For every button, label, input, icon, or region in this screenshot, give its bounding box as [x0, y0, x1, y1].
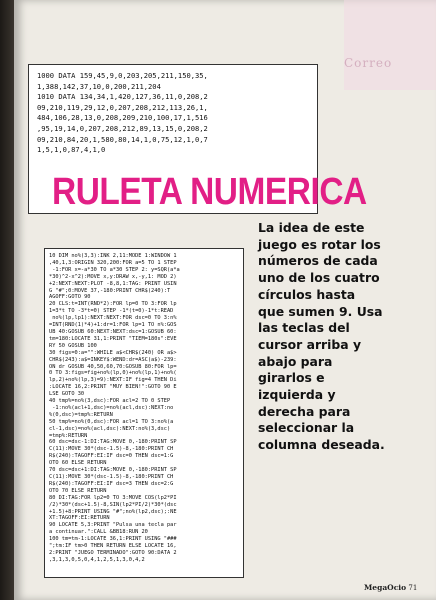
code-line: 100 tm=tm-1:LOCATE 36,1:PRINT USING "### [49, 536, 177, 543]
article-line: círculos hasta [258, 286, 356, 302]
article-line: que sumen 9. Usa [258, 303, 383, 319]
code-line: 10 DIM no%(3,3):INK 2,11:MODE 1:WINDOW 1 [49, 253, 177, 259]
article-line: La idea de este [258, 220, 365, 235]
code-line: lp,2)+no%(lp,3)=9):NEXT:IF fig=4 THEN Di [49, 377, 177, 384]
code-line: OTO 70 ELSE RETURN [49, 487, 107, 494]
magazine-name: MegaOcio [364, 583, 407, 592]
code-line: =INT(RND(1)*4)+1:dr=1:FOR lp=1 TO n%:GOS [49, 322, 177, 329]
code-line: 30 figs=0:a="":WHILE a$<CHR$(240) OR a$> [49, 349, 177, 356]
code-line: 484,106,28,13,0,208,209,210,100,17,1,516 [37, 113, 208, 123]
code-line: -1:FOR x=-a*30 TO a*30 STEP 2: y=SQR(a*a [49, 266, 180, 273]
bleed-through-text: Correo [344, 56, 393, 70]
code-line: tm=180:LOCATE 31,1:PRINT "TIEM=180s":EVE [49, 335, 177, 342]
code-line: R$(240):TAGOFF:EI:IF dsc=0 THEN dsc=1:G [49, 453, 174, 460]
code-line: 50 tmp%=no%(0,dsc):FOR acl=1 TO 3:no%(a [49, 418, 174, 425]
code-line: 2:PRINT "JUEGO TERMINADO":GOTO 90:DATA 2 [49, 549, 177, 556]
code-line: 09,210,84,20,1,580,80,14,1,0,75,12,1,0,7 [37, 134, 208, 144]
code-line: XT:TAGOFF:EI:RETURN [49, 515, 110, 522]
code-line: ON dr GOSUB 40,50,60,70:GOSUB 80:FOR lp= [49, 363, 177, 370]
code-line: a continuar.":CALL &BB18:RUN 20 [49, 529, 148, 536]
code-line: 80 DI:TAG:FOR lp2=0 TO 3:MOVE COS(lp2*PI [49, 494, 177, 501]
code-line: no%(lp,lp1):NEXT:NEXT:FOR dsc=0 TO 3:n% [49, 315, 177, 322]
article-line: derecha para [258, 403, 351, 419]
bleed-through-block [344, 0, 436, 90]
code-line: +2:NEXT:NEXT:PLOT -8,8,1:TAG: PRINT USIN [49, 280, 177, 287]
code-line: ";tm:IF tm>0 THEN RETURN ELSE LOCATE 16, [49, 543, 177, 550]
code-line: ,3,1,3,0,5,0,4,1,2,5,1,3,0,4,2 [49, 556, 145, 563]
code-line: C(11):MOVE 30*(dsc-1.5)-8,-180:PRINT CH [49, 474, 174, 480]
code-line: C(11):MOVE 30*(dsc-1.5)-8,-180:PRINT CH [49, 446, 174, 453]
page-number: 71 [408, 584, 418, 592]
code-line: 60 dsc=dsc-1:DI:TAG:MOVE 0,-180:PRINT SP [49, 439, 177, 446]
code-line: G "#";0:MOVE 37,-180:PRINT CHR$(240):T [49, 287, 171, 294]
article-line: seleccionar la [258, 420, 355, 436]
article-line: juego es rotar los [258, 236, 381, 252]
code-line: R$(240):TAGOFF:EI:IF dsc=3 THEN dsc=2:G [49, 480, 174, 487]
code-line: 70 dsc=dsc+1:DI:TAG:MOVE 0,-180:PRINT SP [49, 467, 177, 474]
code-line: /2)*30*(dsc+1.5)-8,SIN(lp2*PI/2)*30*(dsc [49, 501, 177, 508]
article-line: las teclas del [258, 320, 350, 336]
code-line: cl-1,dsc)=no%(acl,dsc):NEXT:no%(3,dsc) [49, 425, 171, 432]
code-line: ,95,19,14,0,207,208,212,89,13,15,0,208,2 [37, 123, 208, 133]
code-line: OTO 60 ELSE RETURN [49, 460, 107, 467]
code-line: 1=3*t TO -3*t=0) STEP -1*(t=0)-1*t:READ [49, 308, 174, 315]
code-line: *30)^2-x^2):MOVE x,y:DRAW x,-y,1: MOD 2) [49, 273, 177, 280]
article-line: números de cada [258, 253, 378, 269]
page-footer [364, 583, 417, 592]
code-line: UB 40:GOSUB 60:NEXT:NEXT:dsc=1:GOSUB 60: [49, 328, 177, 335]
code-line: AGOFF:GOTO 90 [49, 294, 91, 301]
code-line: 1,5,1,0,87,4,1,0 [37, 145, 106, 155]
code-line: :LOCATE 16,2:PRINT "MUY BIEN!":GOTO 90 E [49, 384, 177, 391]
code-line: 1,388,142,37,10,0,200,211,204 [37, 81, 161, 91]
code-line: 40 tmp%=no%(3,dsc):FOR acl=2 TO 0 STEP [49, 398, 171, 405]
article-line: abajo para [258, 353, 333, 369]
article-line: izquierda y [258, 387, 336, 403]
article-line: columna deseada. [258, 437, 385, 453]
article-body [258, 220, 408, 454]
code-line: CHR$(243):a$=INKEY$:WEND:dr=ASC(a$)-239: [49, 356, 177, 363]
code-line: LSE GOTO 30 [49, 391, 85, 398]
code-line: =tmp%:RETURN [49, 432, 88, 439]
code-line: 20 CLS:t=INT(RND*2):FOR lp=0 TO 3:FOR lp [49, 301, 177, 308]
code-line: +1.5)+8:PRINT USING "#";no%(lp2,dsc);:NE [49, 508, 177, 515]
code-line: ,40,1,3:ORIGIN 320,200:FOR a=5 TO 1 STEP [49, 259, 177, 266]
article-title: RULETA NUMERICA [52, 171, 367, 213]
article-line: uno de los cuatro [258, 270, 380, 286]
code-line: 90 LOCATE 5,3:PRINT "Pulsa una tecla par [49, 522, 177, 529]
code-line: 1000 DATA 159,45,9,0,203,205,211,150,35, [37, 71, 208, 80]
code-line: %(0,dsc)=tmp%:RETURN [49, 411, 113, 418]
magazine-spine [0, 0, 14, 600]
code-line: 1010 DATA 134,34,1,420,127,36,11,0,208,2 [37, 92, 208, 102]
basic-listing-main [44, 248, 244, 578]
code-line: RY 50 GOSUB 100 [49, 342, 97, 349]
article-line: cursor arriba y [258, 336, 362, 352]
code-line: 09,210,119,29,12,0,207,208,212,113,26,1, [37, 102, 208, 112]
article-line: girarlos e [258, 370, 325, 386]
code-line: -1:no%(acl+1,dsc)=no%(acl,dsc):NEXT:no [49, 404, 174, 411]
code-line: 0 TO 3:figs=fig+no%(lp,0)+no%(lp,1)+no%( [49, 370, 177, 377]
